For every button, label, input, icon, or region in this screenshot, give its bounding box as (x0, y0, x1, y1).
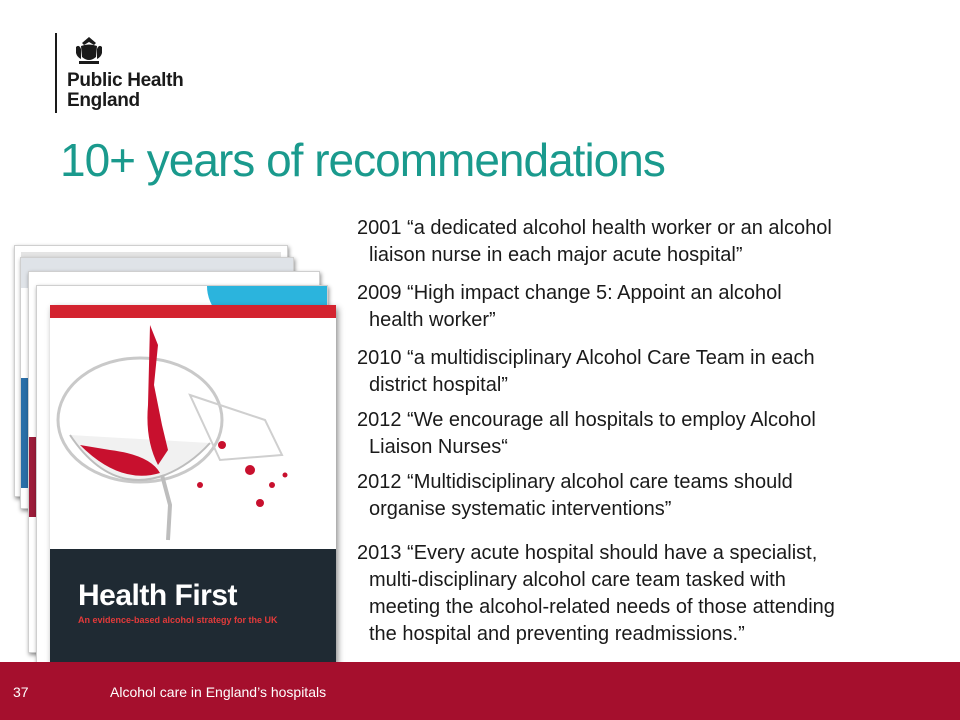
recommendation-first-line: 2012 “Multidisciplinary alcohol care teams should (357, 471, 793, 493)
recommendation-first-line: 2013 “Every acute hospital should have a specialist, (357, 542, 818, 564)
recommendation-first-line: 2009 “High impact change 5: Appoint an alcohol (357, 282, 782, 304)
cover-red-bar (50, 305, 336, 318)
recommendation-first-line: 2010 “a multidisciplinary Alcohol Care Team in each (357, 347, 815, 369)
wine-glass-illustration (50, 325, 336, 545)
slide-number: 37 (13, 684, 29, 700)
cover-title-panel (50, 549, 336, 665)
recommendation-continuation: organise systematic interventions” (369, 498, 672, 520)
health-first-report-cover (50, 305, 336, 665)
recommendation-continuation: district hospital” (369, 374, 508, 396)
recommendation-continuation: liaison nurse in each major acute hospital” (369, 244, 743, 266)
recommendation-continuation: health worker” (369, 309, 496, 331)
recommendation-continuation: Liaison Nurses“ (369, 436, 508, 458)
recommendation-first-line: 2012 “We encourage all hospitals to employ Alcohol (357, 409, 816, 431)
recommendation-2012-nurses (357, 407, 816, 461)
footer-title: Alcohol care in England’s hospitals (110, 684, 327, 700)
recommendation-2001 (357, 215, 832, 269)
report-covers-stack (14, 245, 334, 665)
slide-title: 10+ years of recommendations (60, 134, 665, 186)
slide-footer (0, 662, 960, 720)
report-subtitle: An evidence-based alcohol strategy for the UK (78, 615, 278, 625)
recommendation-2013 (357, 540, 835, 648)
recommendation-2010 (357, 345, 815, 399)
recommendation-2012-teams (357, 469, 793, 523)
recommendation-2009 (357, 280, 782, 334)
report-title: Health First (78, 579, 238, 612)
royal-crest-icon (73, 35, 105, 65)
logo-divider (55, 33, 57, 113)
recommendation-first-line: 2001 “a dedicated alcohol health worker or an alcohol (357, 217, 832, 239)
recommendation-continuation: multi-disciplinary alcohol care team tasked with meeting the alcohol-related needs of those attending the hospital and preventing readmissions.” (369, 569, 835, 645)
organisation-name: Public Health England (67, 70, 184, 111)
